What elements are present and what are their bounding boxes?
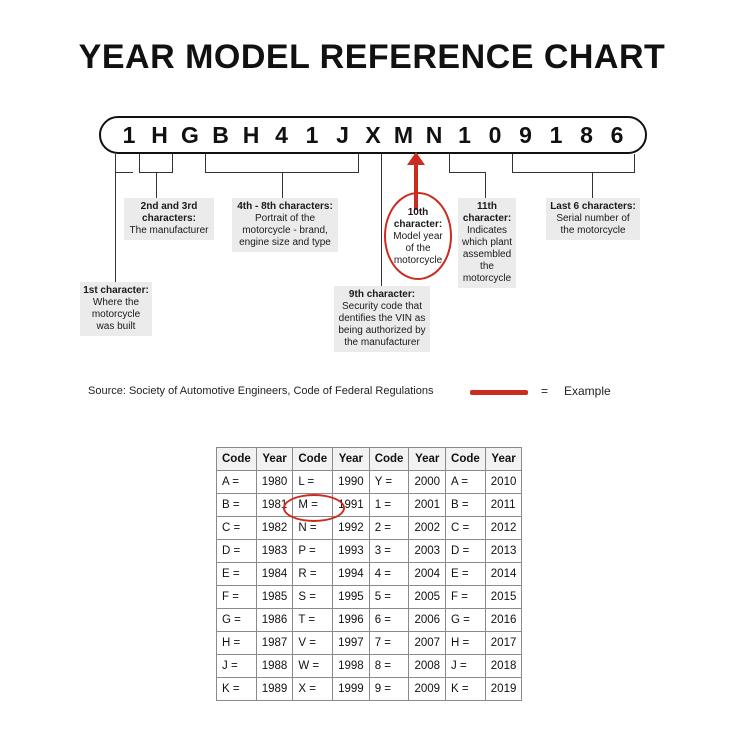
source-text: Source: Society of Automotive Engineers, Code of Federal Regulations xyxy=(88,385,434,397)
year-cell: 1999 xyxy=(333,678,370,701)
code-cell: 7 = xyxy=(369,632,409,655)
year-cell: 2009 xyxy=(409,678,446,701)
code-cell: F = xyxy=(217,586,257,609)
callout-heading: 11th character: xyxy=(462,201,512,224)
code-cell: D = xyxy=(217,540,257,563)
code-cell: G = xyxy=(446,609,486,632)
leader-line-last6-b xyxy=(634,154,635,172)
code-cell: 1 = xyxy=(369,494,409,517)
year-cell: 1996 xyxy=(333,609,370,632)
vin-char: 0 xyxy=(488,121,502,148)
code-cell: Y = xyxy=(369,471,409,494)
code-cell: A = xyxy=(446,471,486,494)
code-cell: 9 = xyxy=(369,678,409,701)
code-cell: E = xyxy=(446,563,486,586)
column-header: Year xyxy=(256,448,293,471)
year-cell: 1986 xyxy=(256,609,293,632)
year-cell: 1990 xyxy=(333,471,370,494)
column-header: Code xyxy=(217,448,257,471)
callout-heading: Last 6 characters: xyxy=(550,201,636,212)
code-cell: N = xyxy=(293,517,333,540)
leader-line-last6-horizontal xyxy=(512,172,635,173)
table-row xyxy=(217,655,522,678)
callout-fourth-eighth-characters xyxy=(232,198,338,252)
callout-heading: 4th - 8th characters: xyxy=(237,201,333,212)
column-header: Year xyxy=(333,448,370,471)
year-cell: 1992 xyxy=(333,517,370,540)
leader-line-11th-a xyxy=(449,154,450,172)
year-cell: 1984 xyxy=(256,563,293,586)
example-arrow-head xyxy=(407,152,425,165)
leader-line-11th-drop xyxy=(485,172,486,198)
callout-tenth-character xyxy=(389,204,447,270)
vin-number-capsule xyxy=(99,116,647,154)
code-cell: 8 = xyxy=(369,655,409,678)
vin-char: 4 xyxy=(275,121,288,148)
year-cell: 2004 xyxy=(409,563,446,586)
year-cell: 2015 xyxy=(485,586,522,609)
year-cell: 1980 xyxy=(256,471,293,494)
code-cell: 6 = xyxy=(369,609,409,632)
code-cell: L = xyxy=(293,471,333,494)
code-cell: P = xyxy=(293,540,333,563)
year-cell: 1982 xyxy=(256,517,293,540)
year-cell: 2010 xyxy=(485,471,522,494)
year-cell: 2002 xyxy=(409,517,446,540)
callout-body: Portrait of the motorcycle - brand, engine size and type xyxy=(239,213,331,248)
code-cell: D = xyxy=(446,540,486,563)
year-code-table-wrapper xyxy=(216,447,522,701)
callout-first-character xyxy=(80,282,152,336)
year-code-table xyxy=(216,447,522,701)
leader-line-9th xyxy=(381,154,382,286)
code-cell: H = xyxy=(217,632,257,655)
leader-line-4th8th-b xyxy=(358,154,359,172)
table-row xyxy=(217,678,522,701)
code-cell: K = xyxy=(446,678,486,701)
callout-second-third-characters xyxy=(124,198,214,240)
callout-eleventh-character xyxy=(458,198,516,288)
year-cell: 2001 xyxy=(409,494,446,517)
vin-char: 8 xyxy=(580,121,593,148)
year-cell: 2016 xyxy=(485,609,522,632)
callout-body: Security code that dentifies the VIN as being authorized by the manufacturer xyxy=(338,301,426,348)
legend-example-bar xyxy=(470,390,528,395)
year-cell: 2014 xyxy=(485,563,522,586)
code-cell-highlighted: M = xyxy=(293,494,333,517)
table-row xyxy=(217,609,522,632)
year-cell: 1998 xyxy=(333,655,370,678)
code-cell: H = xyxy=(446,632,486,655)
year-cell: 1983 xyxy=(256,540,293,563)
vin-char: 6 xyxy=(610,121,624,148)
year-cell: 2012 xyxy=(485,517,522,540)
code-cell: R = xyxy=(293,563,333,586)
callout-heading: 9th character: xyxy=(348,289,416,300)
year-cell: 2013 xyxy=(485,540,522,563)
callout-ninth-character xyxy=(334,286,430,352)
leader-line-11th-horizontal xyxy=(449,172,485,173)
code-cell: J = xyxy=(446,655,486,678)
year-cell: 2019 xyxy=(485,678,522,701)
callout-heading: 1st character: xyxy=(83,285,149,296)
legend-example-label: Example xyxy=(564,384,611,398)
vin-char: X xyxy=(365,121,381,148)
code-cell: C = xyxy=(217,517,257,540)
code-cell: 2 = xyxy=(369,517,409,540)
vin-char: B xyxy=(212,121,229,148)
year-cell-highlighted: 1991 xyxy=(333,494,370,517)
table-row xyxy=(217,494,522,517)
callout-body: Where the motorcycle was built xyxy=(91,297,141,332)
code-cell: F = xyxy=(446,586,486,609)
year-cell: 2003 xyxy=(409,540,446,563)
table-row xyxy=(217,517,522,540)
code-cell: 4 = xyxy=(369,563,409,586)
year-cell: 1989 xyxy=(256,678,293,701)
vin-char: 1 xyxy=(305,121,319,148)
leader-line-4th8th-a xyxy=(205,154,206,172)
leader-line-1st-drop xyxy=(115,172,116,282)
callout-last-six-characters xyxy=(546,198,640,240)
table-header-row xyxy=(217,448,522,471)
code-cell: V = xyxy=(293,632,333,655)
vin-char: N xyxy=(425,121,443,148)
column-header: Year xyxy=(485,448,522,471)
column-header: Year xyxy=(409,448,446,471)
code-cell: X = xyxy=(293,678,333,701)
year-cell: 2005 xyxy=(409,586,446,609)
leader-line-2nd3rd-b xyxy=(172,154,173,172)
year-cell: 1993 xyxy=(333,540,370,563)
leader-line-last6-a xyxy=(512,154,513,172)
code-cell: 5 = xyxy=(369,586,409,609)
vin-char: 9 xyxy=(519,121,532,148)
vin-char: J xyxy=(336,121,349,148)
year-cell: 2017 xyxy=(485,632,522,655)
code-cell: J = xyxy=(217,655,257,678)
year-cell: 1985 xyxy=(256,586,293,609)
code-cell: G = xyxy=(217,609,257,632)
callout-body: The manufacturer xyxy=(129,225,209,236)
year-cell: 2011 xyxy=(485,494,522,517)
code-cell: 3 = xyxy=(369,540,409,563)
year-cell: 2000 xyxy=(409,471,446,494)
vin-char: 1 xyxy=(122,121,136,148)
leader-line-4th8th-drop xyxy=(282,172,283,198)
code-cell: C = xyxy=(446,517,486,540)
leader-line-2nd3rd-a xyxy=(139,154,140,172)
vin-char: M xyxy=(393,121,414,148)
year-cell: 1997 xyxy=(333,632,370,655)
code-cell: K = xyxy=(217,678,257,701)
table-row xyxy=(217,563,522,586)
vin-char: H xyxy=(242,121,260,148)
code-cell: T = xyxy=(293,609,333,632)
year-cell: 1981 xyxy=(256,494,293,517)
legend-equals: = xyxy=(541,384,549,398)
year-cell: 2006 xyxy=(409,609,446,632)
table-row xyxy=(217,632,522,655)
code-cell: W = xyxy=(293,655,333,678)
code-cell: S = xyxy=(293,586,333,609)
year-cell: 1988 xyxy=(256,655,293,678)
leader-line-1st xyxy=(115,154,116,172)
table-row xyxy=(217,471,522,494)
table-row xyxy=(217,586,522,609)
column-header: Code xyxy=(446,448,486,471)
page-title: YEAR MODEL REFERENCE CHART xyxy=(78,38,666,76)
callout-body: Serial number of the motorcycle xyxy=(556,213,630,236)
year-cell: 1995 xyxy=(333,586,370,609)
callout-heading: 10th character: xyxy=(393,207,443,230)
vin-char: G xyxy=(181,121,199,148)
code-cell: E = xyxy=(217,563,257,586)
column-header: Code xyxy=(293,448,333,471)
code-cell: B = xyxy=(217,494,257,517)
table-row xyxy=(217,540,522,563)
callout-heading: 2nd and 3rd characters: xyxy=(140,201,198,224)
year-cell: 1987 xyxy=(256,632,293,655)
vin-char: 1 xyxy=(549,121,563,148)
leader-line-2nd3rd-drop xyxy=(156,172,157,198)
year-cell: 1994 xyxy=(333,563,370,586)
callout-body: Indicates which plant assembled the motorcycle xyxy=(461,225,513,284)
vin-char: H xyxy=(151,121,168,148)
vin-char: 1 xyxy=(458,121,471,148)
column-header: Code xyxy=(369,448,409,471)
year-cell: 2007 xyxy=(409,632,446,655)
year-cell: 2008 xyxy=(409,655,446,678)
code-cell: A = xyxy=(217,471,257,494)
leader-line-last6-drop xyxy=(592,172,593,198)
callout-body: Model year of the motorcycle xyxy=(393,231,443,266)
leader-line-1st-horizontal xyxy=(115,172,133,173)
code-cell: B = xyxy=(446,494,486,517)
year-cell: 2018 xyxy=(485,655,522,678)
